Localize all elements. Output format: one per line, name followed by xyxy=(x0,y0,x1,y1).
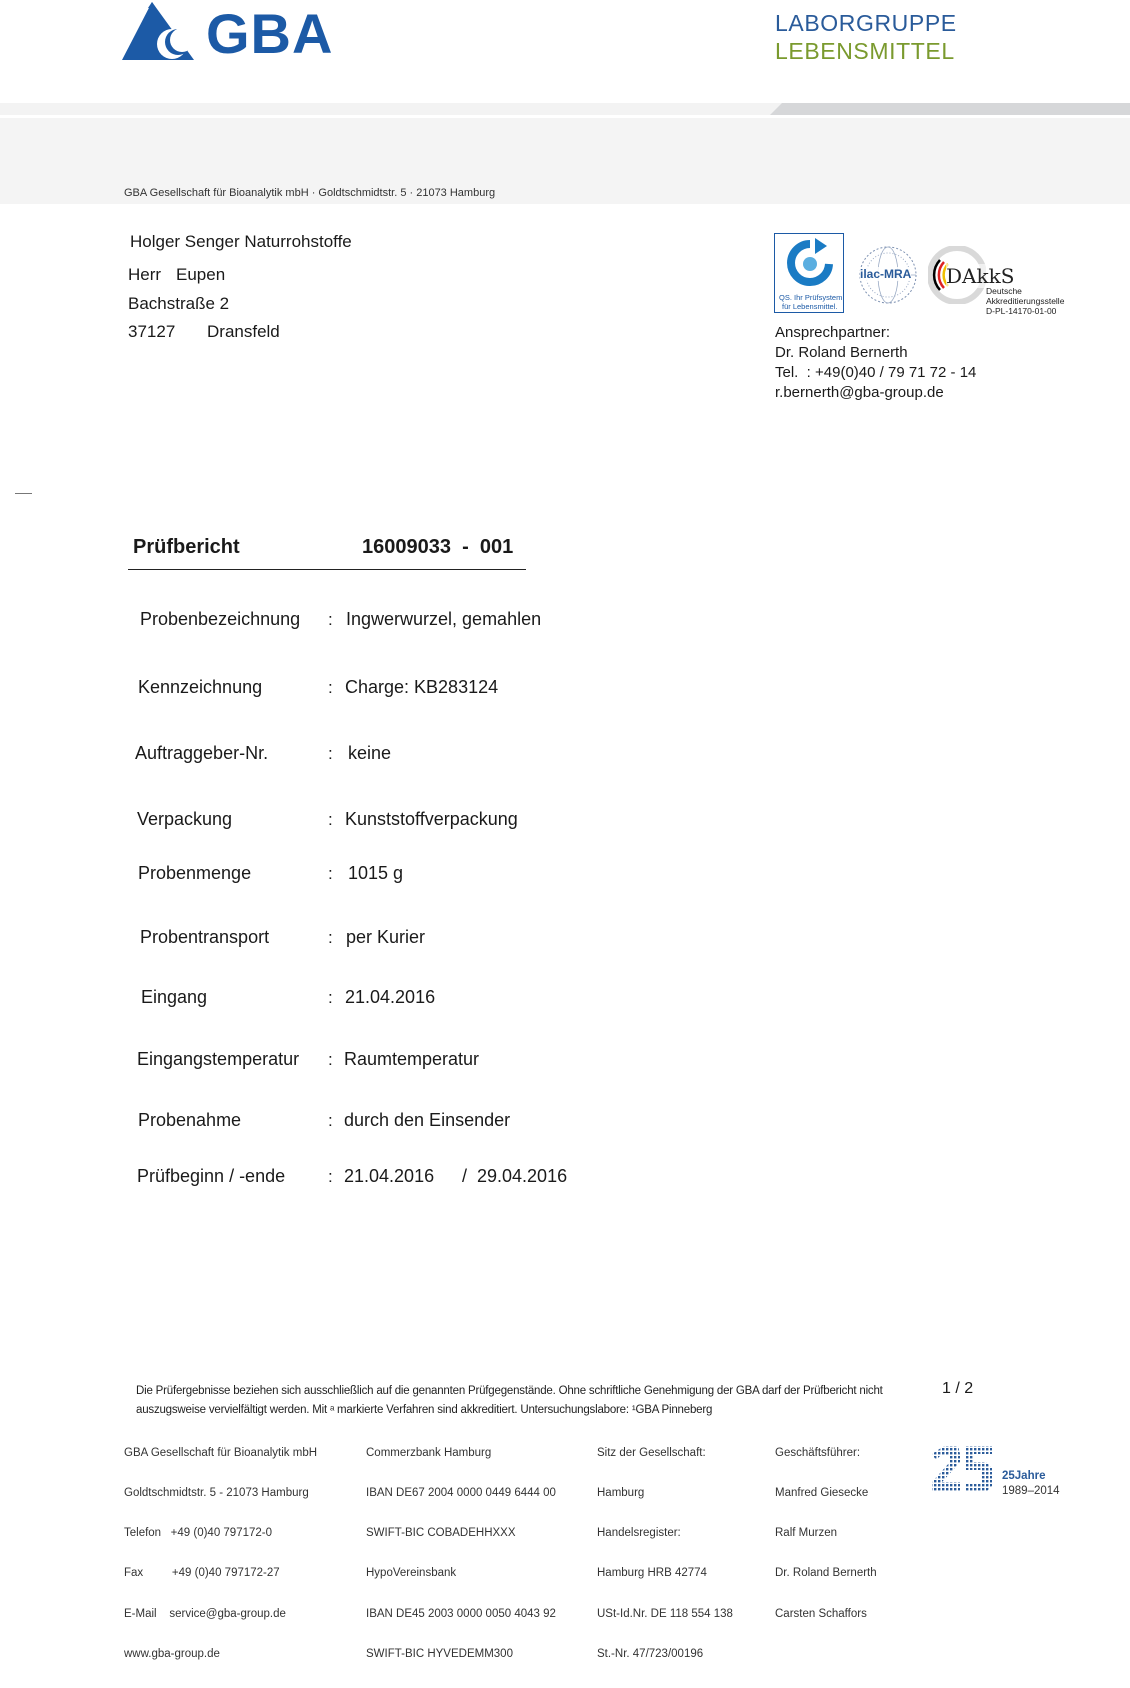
logo-text: GBA xyxy=(206,2,334,65)
page-number: 1 / 2 xyxy=(942,1380,974,1397)
field-label: Probenmenge xyxy=(138,863,252,883)
field-label: Probentransport xyxy=(140,927,270,947)
brand-line1: LABORGRUPPE xyxy=(775,10,957,36)
field-colon: : xyxy=(328,988,333,1007)
qs-cycle-icon xyxy=(785,238,835,290)
gba-logo-icon xyxy=(122,2,194,60)
footer-line: Ralf Murzen xyxy=(775,1527,837,1540)
field-label: Kennzeichnung xyxy=(138,677,263,697)
footer-line: Geschäftsführer: xyxy=(775,1446,861,1459)
contact-heading: Ansprechpartner: xyxy=(775,324,891,341)
contact-email: r.bernerth@gba-group.de xyxy=(775,384,944,401)
disclaimer-line2: auszugsweise vervielfältigt werden. Mit ᵃ markierte Verfahren sind akkreditiert. Untersuchungslabore: ¹GBA Pinneberg xyxy=(136,1404,713,1416)
field-colon: : xyxy=(328,864,333,883)
footer-line: Carsten Schaffors xyxy=(775,1607,867,1620)
footer-line: SWIFT-BIC COBADEHHXXX xyxy=(366,1527,516,1540)
anniversary-title: 25Jahre xyxy=(1002,1470,1046,1482)
field-colon: : xyxy=(328,610,333,629)
field-colon: : xyxy=(328,1167,333,1186)
qs-text2: für Lebensmittel. xyxy=(782,302,838,311)
anniversary-25-icon xyxy=(930,1440,994,1496)
ilac-logo xyxy=(858,245,918,305)
field-colon: : xyxy=(328,1111,333,1130)
dakks-sub1: Deutsche xyxy=(986,286,1022,296)
field-value: 21.04.2016 xyxy=(344,1166,435,1186)
recipient-city: Dransfeld xyxy=(207,322,280,341)
footer-line: IBAN DE67 2004 0000 0449 6444 00 xyxy=(366,1487,556,1500)
field-label: Verpackung xyxy=(137,809,233,829)
disclaimer-line1: Die Prüfergebnisse beziehen sich ausschließlich auf die genannten Prüfgegenstände. Ohne schriftliche Genehmigung der GBA darf der Prüfbericht nicht xyxy=(136,1385,883,1397)
brand-line2: LEBENSMITTEL xyxy=(775,38,955,64)
recipient-company: Holger Senger Naturrohstoffe xyxy=(130,232,352,251)
footer-line: www.gba-group.de xyxy=(124,1647,220,1660)
footer-line: Hamburg xyxy=(597,1487,645,1500)
fold-mark xyxy=(15,493,32,494)
footer-bank-column xyxy=(366,1420,556,1688)
field-colon: : xyxy=(328,744,333,763)
footer-line: Hamburg HRB 42774 xyxy=(597,1567,707,1580)
field-value: Charge: KB283124 xyxy=(345,677,499,697)
recipient-zip: 37127 xyxy=(128,322,176,341)
field-label: Eingang xyxy=(141,987,208,1007)
footer-line: USt-Id.Nr. DE 118 554 138 xyxy=(597,1607,733,1620)
footer-line: Commerzbank Hamburg xyxy=(366,1446,492,1459)
footer-line: HypoVereinsbank xyxy=(366,1567,457,1580)
recipient-street: Bachstraße 2 xyxy=(128,294,230,313)
field-value-end: / 29.04.2016 xyxy=(462,1166,568,1186)
footer-line: SWIFT-BIC HYVEDEMM300 xyxy=(366,1647,513,1660)
footer-line: E-Mail service@gba-group.de xyxy=(124,1607,286,1620)
field-value: keine xyxy=(348,743,392,763)
footer-line: Fax +49 (0)40 797172-27 xyxy=(124,1567,280,1580)
field-value: Ingwerwurzel, gemahlen xyxy=(346,609,542,629)
anniversary-years: 1989–2014 xyxy=(1002,1485,1060,1497)
field-label: Probenahme xyxy=(138,1110,242,1130)
footer-line: Handelsregister: xyxy=(597,1527,681,1540)
field-label: Probenbezeichnung xyxy=(140,609,301,629)
field-value: per Kurier xyxy=(346,927,426,947)
field-colon: : xyxy=(328,1050,333,1069)
contact-tel: Tel. : +49(0)40 / 79 71 72 - 14 xyxy=(775,364,977,381)
field-value: durch den Einsender xyxy=(344,1110,511,1130)
footer-line: IBAN DE45 2003 0000 0050 4043 92 xyxy=(366,1607,556,1620)
ilac-text: ilac-MRA xyxy=(860,267,912,281)
footer-line: St.-Nr. 47/723/00196 xyxy=(597,1647,704,1660)
footer-registry-column xyxy=(597,1420,733,1688)
recipient-salutation: Herr xyxy=(128,265,162,284)
footer-line: Manfred Giesecke xyxy=(775,1487,869,1500)
report-title: Prüfbericht xyxy=(133,536,240,558)
footer-management-column xyxy=(775,1420,877,1648)
dakks-sub2: Akkreditierungsstelle xyxy=(986,296,1065,306)
field-colon: : xyxy=(328,928,333,947)
field-label: Eingangstemperatur xyxy=(137,1049,300,1069)
field-value: 21.04.2016 xyxy=(345,987,436,1007)
field-value: Raumtemperatur xyxy=(344,1049,480,1069)
footer-line: Goldtschmidtstr. 5 - 21073 Hamburg xyxy=(124,1487,309,1500)
field-value: Kunststoffverpackung xyxy=(345,809,518,829)
report-number: 16009033 - 001 xyxy=(362,536,514,558)
report-title-underline xyxy=(128,569,526,570)
field-label: Auftraggeber-Nr. xyxy=(135,743,269,763)
qs-logo xyxy=(774,233,844,313)
field-label: Prüfbeginn / -ende xyxy=(137,1166,286,1186)
recipient-name: Eupen xyxy=(176,265,226,284)
footer-line: Sitz der Gesellschaft: xyxy=(597,1446,706,1459)
footer-line: Dr. Roland Bernerth xyxy=(775,1567,877,1580)
sender-line: GBA Gesellschaft für Bioanalytik mbH · Goldtschmidtstr. 5 · 21073 Hamburg xyxy=(124,187,496,199)
field-colon: : xyxy=(328,678,333,697)
footer-line: GBA Gesellschaft für Bioanalytik mbH xyxy=(124,1446,318,1459)
dakks-text: DAkkS xyxy=(946,264,1015,288)
footer-line: Telefon +49 (0)40 797172-0 xyxy=(124,1527,273,1540)
footer-company-column xyxy=(124,1420,317,1688)
field-colon: : xyxy=(328,810,333,829)
dakks-sub3: D-PL-14170-01-00 xyxy=(986,306,1057,316)
header-band-accent xyxy=(770,103,1130,115)
qs-text1: QS. Ihr Prüfsystem xyxy=(779,293,843,302)
contact-name: Dr. Roland Bernerth xyxy=(775,344,908,361)
field-value: 1015 g xyxy=(348,863,404,883)
